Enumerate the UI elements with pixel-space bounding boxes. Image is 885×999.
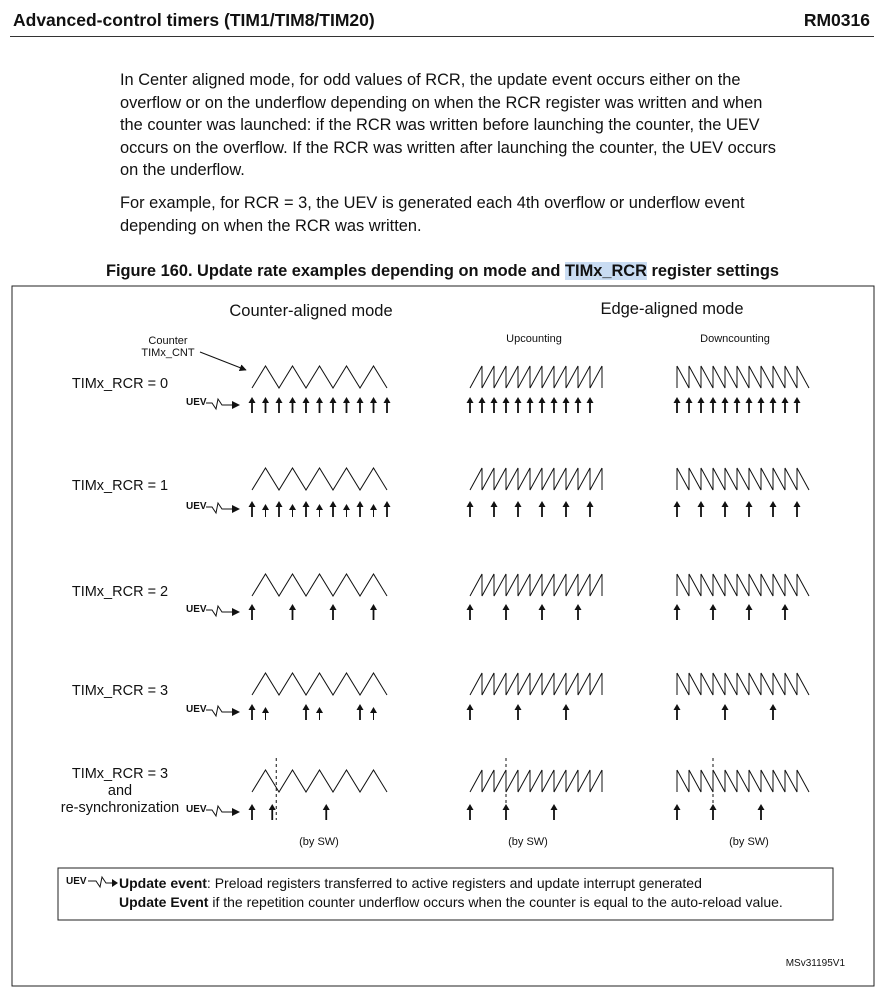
figure-title-prefix: Figure 160. Update rate examples depending on mode and — [105, 262, 565, 280]
section-title: Advanced-control timers (TIM1/TIM8/TIM20) — [13, 10, 375, 30]
upcounting-uev-arrow-head — [539, 501, 546, 507]
text-line: the counter was launched: if the RCR was written before launching the counter, the UEV — [120, 116, 760, 134]
upcounting-wave — [470, 366, 602, 388]
upcounting-uev-arrow-head — [503, 397, 510, 403]
center-counter-wave — [252, 574, 387, 596]
uev-symbol — [206, 606, 232, 616]
downcounting-uev-arrow-head — [758, 397, 765, 403]
upcounting-wave — [470, 673, 602, 695]
downcounting-uev-arrow-head — [710, 604, 717, 610]
counter-pointer-arrow — [200, 352, 246, 370]
downcounting-uev-arrow-head — [770, 501, 777, 507]
text-line: overflow or on the underflow depending on when the RCR register was written and when — [120, 93, 763, 112]
center-uev-arrow-head — [370, 707, 377, 713]
text-line: occurs on the overflow. If the RCR was written after launching the counter, the UEV occurs — [120, 138, 776, 157]
center-uev-arrow-head — [330, 604, 337, 610]
text-line: In Center aligned mode, for odd values of RCR, the update event occurs either on the — [120, 71, 741, 89]
center-uev-arrow-head — [384, 397, 391, 403]
row-label: TIMx_RCR = 2 — [71, 584, 169, 600]
center-uev-arrow-head — [370, 397, 377, 403]
center-counter-wave — [252, 468, 387, 490]
center-uev-arrow-head — [357, 397, 364, 403]
downcounting-uev-arrow-head — [698, 397, 705, 403]
center-uev-arrow-head — [384, 501, 391, 507]
center-uev-arrow-head — [330, 397, 337, 403]
center-uev-arrow-head — [276, 397, 283, 403]
center-uev-arrow-head — [249, 704, 256, 710]
center-uev-arrow-head — [262, 397, 269, 403]
text-line: depending on when the RCR was written. — [120, 216, 422, 235]
downcounting-uev-arrow-head — [746, 501, 753, 507]
uev-label: UEV — [186, 397, 207, 408]
row-label: TIMx_RCR = 1 — [71, 478, 169, 494]
downcounting-uev-arrow-head — [674, 704, 681, 710]
downcounting-uev-arrow-head — [758, 804, 765, 810]
uev-arrowhead — [232, 608, 240, 616]
upcounting-uev-arrow-head — [479, 397, 486, 403]
downcounting-uev-arrow-head — [674, 397, 681, 403]
downcounting-uev-arrow-head — [770, 397, 777, 403]
uev-label: UEV — [186, 804, 207, 815]
downcounting-uev-arrow-head — [674, 501, 681, 507]
center-uev-arrow-head — [370, 604, 377, 610]
center-uev-arrow-head — [249, 501, 256, 507]
row-label: re-synchronization — [60, 800, 180, 816]
upcounting-uev-arrow-head — [515, 704, 522, 710]
uev-symbol — [206, 503, 232, 513]
center-uev-arrow-head — [316, 504, 323, 510]
upcounting-uev-arrow-head — [563, 501, 570, 507]
upcounting-header: Upcounting — [506, 333, 562, 345]
center-uev-arrow-head — [370, 504, 377, 510]
by-sw-note-up: (by SW) — [508, 836, 548, 848]
edge-mode-header: Edge-aligned mode — [600, 300, 744, 318]
upcounting-uev-arrow-head — [491, 397, 498, 403]
center-counter-wave — [252, 673, 387, 695]
center-uev-arrow-head — [262, 504, 269, 510]
downcounting-uev-arrow-head — [674, 604, 681, 610]
uev-label: UEV — [186, 501, 207, 512]
center-uev-arrow-head — [249, 604, 256, 610]
upcounting-uev-arrow-head — [467, 604, 474, 610]
center-mode-header: Counter-aligned mode — [229, 302, 393, 320]
downcounting-wave — [677, 574, 809, 596]
upcounting-uev-arrow-head — [551, 397, 558, 403]
center-uev-arrow-head — [323, 804, 330, 810]
center-uev-arrow-head — [303, 704, 310, 710]
center-uev-arrow-head — [249, 804, 256, 810]
downcounting-uev-arrow-head — [722, 397, 729, 403]
downcounting-uev-arrow-head — [674, 804, 681, 810]
uev-arrowhead — [232, 401, 240, 409]
row-label: TIMx_RCR = 0 — [71, 376, 169, 392]
downcounting-uev-arrow-head — [734, 397, 741, 403]
center-uev-arrow-head — [343, 397, 350, 403]
upcounting-uev-arrow-head — [467, 501, 474, 507]
upcounting-wave — [470, 574, 602, 596]
uev-arrowhead — [232, 708, 240, 716]
upcounting-uev-arrow-head — [551, 804, 558, 810]
center-uev-arrow-head — [330, 501, 337, 507]
center-uev-arrow-head — [316, 397, 323, 403]
downcounting-uev-arrow-head — [722, 501, 729, 507]
figure-title-suffix: register settings — [646, 262, 780, 280]
upcounting-uev-arrow-head — [575, 604, 582, 610]
center-uev-arrow-head — [303, 501, 310, 507]
by-sw-note-center: (by SW) — [299, 836, 339, 848]
legend-uev-arrowhead — [112, 879, 118, 887]
center-uev-arrow-head — [276, 501, 283, 507]
center-uev-arrow-head — [289, 504, 296, 510]
upcounting-uev-arrow-head — [539, 397, 546, 403]
center-counter-wave — [252, 770, 387, 792]
center-counter-wave — [252, 366, 387, 388]
downcounting-uev-arrow-head — [794, 501, 801, 507]
timing-rows — [61, 366, 809, 820]
downcounting-wave — [677, 770, 809, 792]
downcounting-uev-arrow-head — [782, 604, 789, 610]
upcounting-uev-arrow-head — [515, 397, 522, 403]
downcounting-uev-arrow-head — [686, 397, 693, 403]
center-uev-arrow-head — [357, 501, 364, 507]
upcounting-uev-arrow-head — [587, 397, 594, 403]
downcounting-header: Downcounting — [700, 333, 770, 345]
upcounting-uev-arrow-head — [527, 397, 534, 403]
center-uev-arrow-head — [289, 397, 296, 403]
downcounting-wave — [677, 673, 809, 695]
uev-label: UEV — [186, 704, 207, 715]
upcounting-uev-arrow-head — [467, 804, 474, 810]
legend-line-2: Update Event if the repetition counter underflow occurs when the counter is equal to the auto-reload value. — [119, 894, 783, 910]
upcounting-uev-arrow-head — [467, 704, 474, 710]
upcounting-uev-arrow-head — [575, 397, 582, 403]
upcounting-uev-arrow-head — [539, 604, 546, 610]
text-line: on the underflow. — [120, 161, 245, 179]
uev-symbol — [206, 806, 232, 816]
upcounting-uev-arrow-head — [587, 501, 594, 507]
center-uev-arrow-head — [316, 707, 323, 713]
upcounting-uev-arrow-head — [491, 501, 498, 507]
upcounting-uev-arrow-head — [563, 704, 570, 710]
upcounting-uev-arrow-head — [515, 501, 522, 507]
legend-uev-symbol — [88, 877, 112, 887]
document-id: RM0316 — [803, 10, 870, 30]
center-uev-arrow-head — [269, 804, 276, 810]
center-uev-arrow-head — [357, 704, 364, 710]
downcounting-uev-arrow-head — [710, 397, 717, 403]
by-sw-note-down: (by SW) — [729, 836, 769, 848]
center-uev-arrow-head — [249, 397, 256, 403]
downcounting-uev-arrow-head — [746, 604, 753, 610]
counter-label: Counter — [148, 335, 188, 347]
downcounting-uev-arrow-head — [794, 397, 801, 403]
legend-line-1: Update event: Preload registers transferred to active registers and update interrupt generated — [119, 875, 702, 891]
downcounting-wave — [677, 468, 809, 490]
upcounting-uev-arrow-head — [467, 397, 474, 403]
downcounting-uev-arrow-head — [746, 397, 753, 403]
downcounting-uev-arrow-head — [782, 397, 789, 403]
downcounting-uev-arrow-head — [698, 501, 705, 507]
row-label: and — [107, 783, 133, 799]
upcounting-wave — [470, 770, 602, 792]
uev-label: UEV — [186, 604, 207, 615]
figure-reference-id: MSv31195V1 — [785, 958, 845, 969]
downcounting-uev-arrow-head — [722, 704, 729, 710]
text-line: For example, for RCR = 3, the UEV is generated each 4th overflow or underflow event — [120, 194, 745, 212]
uev-symbol — [206, 399, 232, 409]
downcounting-uev-arrow-head — [770, 704, 777, 710]
center-uev-arrow-head — [262, 707, 269, 713]
downcounting-wave — [677, 366, 809, 388]
row-label: TIMx_RCR = 3 — [71, 766, 169, 782]
row-label: TIMx_RCR = 3 — [71, 683, 169, 699]
counter-register-label: TIMx_CNT — [141, 347, 195, 359]
figure-title-highlight: TIMx_RCR — [565, 262, 647, 280]
uev-arrowhead — [232, 808, 240, 816]
upcounting-wave — [470, 468, 602, 490]
uev-symbol — [206, 706, 232, 716]
uev-arrowhead — [232, 505, 240, 513]
upcounting-uev-arrow-head — [503, 604, 510, 610]
center-uev-arrow-head — [343, 504, 350, 510]
legend-uev-label: UEV — [66, 876, 87, 887]
upcounting-uev-arrow-head — [563, 397, 570, 403]
center-uev-arrow-head — [303, 397, 310, 403]
center-uev-arrow-head — [289, 604, 296, 610]
